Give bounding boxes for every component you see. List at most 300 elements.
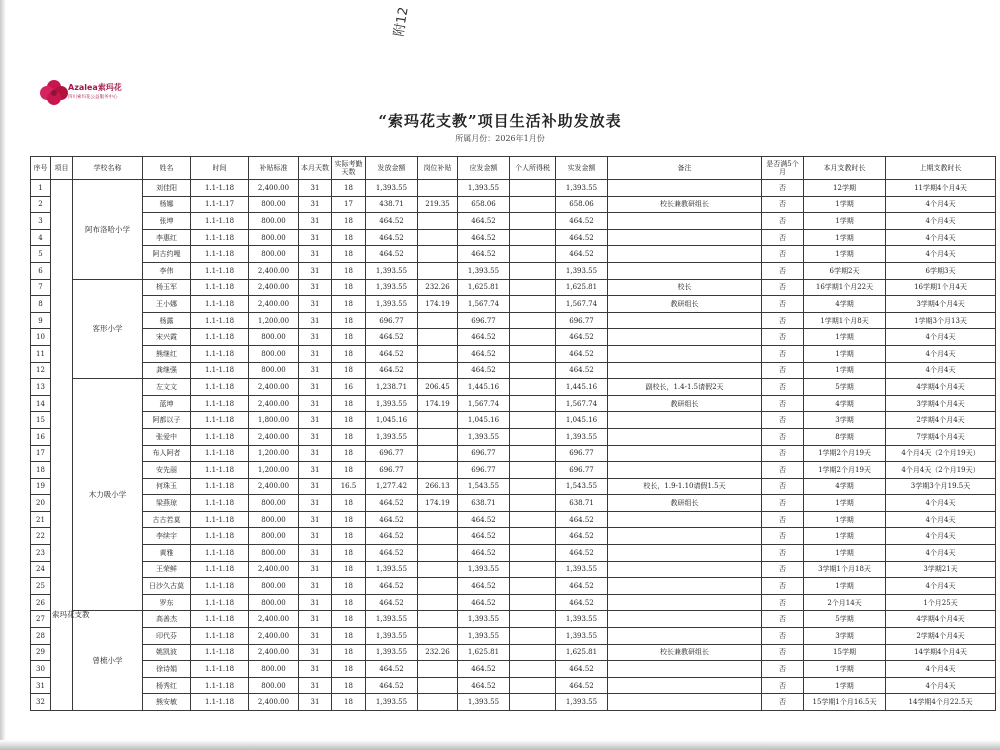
table-row	[31, 329, 996, 346]
standard-cell: 800.00	[249, 661, 299, 678]
five-month-cell: 否	[762, 428, 804, 445]
date-cell: 1.1-1.18	[191, 628, 249, 645]
five-month-cell: 否	[762, 661, 804, 678]
this-term-cell: 4学期	[804, 478, 886, 495]
actual-days-cell: 18	[332, 229, 366, 246]
amount-cell: 1,393.55	[366, 428, 418, 445]
header-cell: 发放金额	[366, 157, 418, 180]
date-cell: 1.1-1.18	[191, 462, 249, 479]
five-month-cell: 否	[762, 677, 804, 694]
row-number-cell: 13	[31, 379, 51, 396]
standard-cell: 800.00	[249, 594, 299, 611]
last-term-cell: 4学期4个月4天	[886, 611, 996, 628]
actual-days-cell: 18	[332, 362, 366, 379]
five-month-cell: 否	[762, 329, 804, 346]
month-days-cell: 31	[299, 677, 332, 694]
school-cell: 阿布洛哈小学	[73, 180, 143, 280]
post-subsidy-cell: 232.26	[418, 279, 458, 296]
this-term-cell: 8学期	[804, 428, 886, 445]
five-month-cell: 否	[762, 462, 804, 479]
row-number-cell: 29	[31, 644, 51, 661]
remark-cell	[608, 677, 762, 694]
month-days-cell: 31	[299, 213, 332, 230]
standard-cell: 800.00	[249, 511, 299, 528]
five-month-cell: 否	[762, 279, 804, 296]
paid-amount-cell: 696.77	[556, 445, 608, 462]
month-days-cell: 31	[299, 262, 332, 279]
date-cell: 1.1-1.18	[191, 611, 249, 628]
remark-cell	[608, 511, 762, 528]
actual-days-cell: 18	[332, 611, 366, 628]
subsidy-table	[30, 156, 996, 711]
name-cell: 王小娜	[143, 296, 191, 313]
last-term-cell: 4个月4天	[886, 196, 996, 213]
post-subsidy-cell	[418, 229, 458, 246]
row-number-cell: 20	[31, 495, 51, 512]
tax-cell	[510, 246, 556, 263]
actual-days-cell: 16	[332, 379, 366, 396]
tax-cell	[510, 528, 556, 545]
due-amount-cell: 1,625.81	[458, 279, 510, 296]
month-days-cell: 31	[299, 329, 332, 346]
remark-cell	[608, 661, 762, 678]
actual-days-cell: 18	[332, 462, 366, 479]
actual-days-cell: 18	[332, 445, 366, 462]
month-days-cell: 31	[299, 561, 332, 578]
month-days-cell: 31	[299, 180, 332, 197]
header-cell: 是否满5个月	[762, 157, 804, 180]
due-amount-cell: 1,625.81	[458, 644, 510, 661]
last-term-cell: 14学期4个月4天	[886, 644, 996, 661]
header-cell: 学校名称	[73, 157, 143, 180]
tax-cell	[510, 611, 556, 628]
this-term-cell: 1学期	[804, 578, 886, 595]
post-subsidy-cell	[418, 262, 458, 279]
tax-cell	[510, 462, 556, 479]
five-month-cell: 否	[762, 445, 804, 462]
actual-days-cell: 18	[332, 628, 366, 645]
due-amount-cell: 1,567.74	[458, 296, 510, 313]
due-amount-cell: 1,393.55	[458, 694, 510, 711]
name-cell: 张坤	[143, 213, 191, 230]
row-number-cell: 10	[31, 329, 51, 346]
month-days-cell: 31	[299, 379, 332, 396]
remark-cell: 教研组长	[608, 495, 762, 512]
row-number-cell: 15	[31, 412, 51, 429]
due-amount-cell: 658.06	[458, 196, 510, 213]
row-number-cell: 28	[31, 628, 51, 645]
date-cell: 1.1-1.18	[191, 379, 249, 396]
tax-cell	[510, 213, 556, 230]
remark-cell	[608, 213, 762, 230]
remark-cell: 校长，1.9-1.10请假1.5天	[608, 478, 762, 495]
date-cell: 1.1-1.18	[191, 213, 249, 230]
tax-cell	[510, 279, 556, 296]
amount-cell: 464.52	[366, 213, 418, 230]
this-term-cell: 1学期	[804, 545, 886, 562]
tax-cell	[510, 694, 556, 711]
this-term-cell: 1学期	[804, 345, 886, 362]
five-month-cell: 否	[762, 495, 804, 512]
row-number-cell: 23	[31, 545, 51, 562]
last-term-cell: 7学期4个月4天	[886, 428, 996, 445]
date-cell: 1.1-1.18	[191, 677, 249, 694]
paid-amount-cell: 1,045.16	[556, 412, 608, 429]
amount-cell: 464.52	[366, 677, 418, 694]
last-term-cell: 4个月4天	[886, 545, 996, 562]
month-days-cell: 31	[299, 362, 332, 379]
post-subsidy-cell	[418, 611, 458, 628]
five-month-cell: 否	[762, 528, 804, 545]
tax-cell	[510, 478, 556, 495]
five-month-cell: 否	[762, 628, 804, 645]
due-amount-cell: 1,393.55	[458, 180, 510, 197]
date-cell: 1.1-1.18	[191, 694, 249, 711]
five-month-cell: 否	[762, 213, 804, 230]
amount-cell: 464.52	[366, 578, 418, 595]
due-amount-cell: 464.52	[458, 578, 510, 595]
remark-cell	[608, 628, 762, 645]
amount-cell: 464.52	[366, 594, 418, 611]
month-days-cell: 31	[299, 395, 332, 412]
organization-logo	[40, 78, 122, 112]
this-term-cell: 3学期	[804, 628, 886, 645]
month-days-cell: 31	[299, 578, 332, 595]
date-cell: 1.1-1.18	[191, 246, 249, 263]
post-subsidy-cell: 206.45	[418, 379, 458, 396]
table-row	[31, 578, 996, 595]
month-days-cell: 31	[299, 196, 332, 213]
this-term-cell: 1学期	[804, 661, 886, 678]
name-cell: 宋兴霞	[143, 329, 191, 346]
month-days-cell: 31	[299, 611, 332, 628]
five-month-cell: 否	[762, 594, 804, 611]
remark-cell	[608, 561, 762, 578]
date-cell: 1.1-1.18	[191, 578, 249, 595]
date-cell: 1.1-1.18	[191, 279, 249, 296]
due-amount-cell: 1,393.55	[458, 628, 510, 645]
due-amount-cell: 1,445.16	[458, 379, 510, 396]
due-amount-cell: 464.52	[458, 229, 510, 246]
standard-cell: 800.00	[249, 345, 299, 362]
remark-cell	[608, 262, 762, 279]
name-cell: 安先丽	[143, 462, 191, 479]
last-term-cell: 1个月25天	[886, 594, 996, 611]
name-cell: 张爱中	[143, 428, 191, 445]
table-row	[31, 478, 996, 495]
last-term-cell: 16学期1个月4天	[886, 279, 996, 296]
month-days-cell: 31	[299, 445, 332, 462]
standard-cell: 2,400.00	[249, 379, 299, 396]
post-subsidy-cell	[418, 412, 458, 429]
header-cell: 应发金额	[458, 157, 510, 180]
amount-cell: 696.77	[366, 462, 418, 479]
month-days-cell: 31	[299, 545, 332, 562]
tax-cell	[510, 578, 556, 595]
row-number-cell: 12	[31, 362, 51, 379]
last-term-cell: 4个月4天	[886, 246, 996, 263]
this-term-cell: 5学期	[804, 611, 886, 628]
paid-amount-cell: 658.06	[556, 196, 608, 213]
post-subsidy-cell	[418, 246, 458, 263]
amount-cell: 1,393.55	[366, 628, 418, 645]
name-cell: 杨露	[143, 312, 191, 329]
last-term-cell: 4个月4天	[886, 229, 996, 246]
five-month-cell: 否	[762, 478, 804, 495]
project-cell: 索玛花支教	[51, 180, 73, 711]
tax-cell	[510, 296, 556, 313]
actual-days-cell: 18	[332, 677, 366, 694]
paid-amount-cell: 1,445.16	[556, 379, 608, 396]
last-term-cell: 14学期4个月22.5天	[886, 694, 996, 711]
remark-cell	[608, 428, 762, 445]
standard-cell: 2,400.00	[249, 395, 299, 412]
date-cell: 1.1-1.18	[191, 180, 249, 197]
date-cell: 1.1-1.18	[191, 329, 249, 346]
tax-cell	[510, 312, 556, 329]
amount-cell: 464.52	[366, 362, 418, 379]
date-cell: 1.1-1.18	[191, 312, 249, 329]
this-term-cell: 3学期1个月18天	[804, 561, 886, 578]
actual-days-cell: 18	[332, 561, 366, 578]
paid-amount-cell: 464.52	[556, 246, 608, 263]
standard-cell: 800.00	[249, 362, 299, 379]
last-term-cell: 4个月4天	[886, 528, 996, 545]
date-cell: 1.1-1.18	[191, 362, 249, 379]
standard-cell: 800.00	[249, 213, 299, 230]
paid-amount-cell: 1,625.81	[556, 644, 608, 661]
remark-cell	[608, 611, 762, 628]
date-cell: 1.1-1.18	[191, 661, 249, 678]
last-term-cell: 3学期4个月4天	[886, 296, 996, 313]
standard-cell: 2,400.00	[249, 180, 299, 197]
five-month-cell: 否	[762, 644, 804, 661]
due-amount-cell: 638.71	[458, 495, 510, 512]
due-amount-cell: 464.52	[458, 213, 510, 230]
row-number-cell: 11	[31, 345, 51, 362]
this-term-cell: 2个月14天	[804, 594, 886, 611]
paid-amount-cell: 464.52	[556, 329, 608, 346]
name-cell: 熊安敏	[143, 694, 191, 711]
paid-amount-cell: 696.77	[556, 312, 608, 329]
tax-cell	[510, 644, 556, 661]
row-number-cell: 14	[31, 395, 51, 412]
standard-cell: 1,200.00	[249, 462, 299, 479]
name-cell: 日沙久古莫	[143, 578, 191, 595]
tax-cell	[510, 329, 556, 346]
paid-amount-cell: 1,393.55	[556, 694, 608, 711]
post-subsidy-cell	[418, 561, 458, 578]
month-days-cell: 31	[299, 345, 332, 362]
last-term-cell: 2学期4个月4天	[886, 628, 996, 645]
table-row	[31, 296, 996, 313]
amount-cell: 1,393.55	[366, 180, 418, 197]
paid-amount-cell: 1,393.55	[556, 428, 608, 445]
due-amount-cell: 1,393.55	[458, 561, 510, 578]
name-cell: 左文文	[143, 379, 191, 396]
this-term-cell: 1学期1个月8天	[804, 312, 886, 329]
table-row	[31, 395, 996, 412]
school-cell: 曾梳小学	[73, 611, 143, 711]
last-term-cell: 1学期3个月13天	[886, 312, 996, 329]
tax-cell	[510, 395, 556, 412]
row-number-cell: 4	[31, 229, 51, 246]
amount-cell: 464.52	[366, 495, 418, 512]
due-amount-cell: 696.77	[458, 462, 510, 479]
five-month-cell: 否	[762, 196, 804, 213]
standard-cell: 1,800.00	[249, 412, 299, 429]
last-term-cell: 4个月4天	[886, 362, 996, 379]
amount-cell: 696.77	[366, 312, 418, 329]
this-term-cell: 6学期2天	[804, 262, 886, 279]
actual-days-cell: 18	[332, 395, 366, 412]
actual-days-cell: 18	[332, 262, 366, 279]
header-cell: 姓名	[143, 157, 191, 180]
remark-cell	[608, 229, 762, 246]
standard-cell: 2,400.00	[249, 428, 299, 445]
month-days-cell: 31	[299, 229, 332, 246]
remark-cell	[608, 246, 762, 263]
date-cell: 1.1-1.18	[191, 561, 249, 578]
header-cell: 补贴标准	[249, 157, 299, 180]
month-days-cell: 31	[299, 428, 332, 445]
month-days-cell: 31	[299, 412, 332, 429]
post-subsidy-cell: 174.19	[418, 495, 458, 512]
five-month-cell: 否	[762, 611, 804, 628]
amount-cell: 1,393.55	[366, 561, 418, 578]
paid-amount-cell: 1,393.55	[556, 628, 608, 645]
standard-cell: 2,400.00	[249, 644, 299, 661]
standard-cell: 2,400.00	[249, 296, 299, 313]
remark-cell	[608, 180, 762, 197]
due-amount-cell: 1,393.55	[458, 428, 510, 445]
table-row	[31, 628, 996, 645]
header-cell: 序号	[31, 157, 51, 180]
name-cell: 李续宇	[143, 528, 191, 545]
actual-days-cell: 18	[332, 279, 366, 296]
tax-cell	[510, 362, 556, 379]
due-amount-cell: 464.52	[458, 329, 510, 346]
date-cell: 1.1-1.18	[191, 445, 249, 462]
date-cell: 1.1-1.18	[191, 644, 249, 661]
tax-cell	[510, 661, 556, 678]
name-cell: 阿都以子	[143, 412, 191, 429]
last-term-cell: 3学期3个月19.5天	[886, 478, 996, 495]
due-amount-cell: 696.77	[458, 312, 510, 329]
name-cell: 李伟	[143, 262, 191, 279]
five-month-cell: 否	[762, 312, 804, 329]
due-amount-cell: 464.52	[458, 528, 510, 545]
remark-cell	[608, 312, 762, 329]
this-term-cell: 16学期1个月22天	[804, 279, 886, 296]
five-month-cell: 否	[762, 362, 804, 379]
row-number-cell: 5	[31, 246, 51, 263]
amount-cell: 1,393.55	[366, 296, 418, 313]
table-row	[31, 677, 996, 694]
actual-days-cell: 18	[332, 694, 366, 711]
post-subsidy-cell	[418, 345, 458, 362]
tax-cell	[510, 262, 556, 279]
standard-cell: 2,400.00	[249, 628, 299, 645]
last-term-cell: 4个月4天	[886, 677, 996, 694]
month-days-cell: 31	[299, 694, 332, 711]
remark-cell: 校长	[608, 279, 762, 296]
row-number-cell: 24	[31, 561, 51, 578]
name-cell: 古古若莫	[143, 511, 191, 528]
row-number-cell: 2	[31, 196, 51, 213]
last-term-cell: 3学期21天	[886, 561, 996, 578]
post-subsidy-cell	[418, 428, 458, 445]
actual-days-cell: 18	[332, 213, 366, 230]
due-amount-cell: 464.52	[458, 594, 510, 611]
row-number-cell: 16	[31, 428, 51, 445]
last-term-cell: 4个月4天	[886, 213, 996, 230]
due-amount-cell: 1,393.55	[458, 611, 510, 628]
table-row	[31, 279, 996, 296]
post-subsidy-cell	[418, 180, 458, 197]
remark-cell	[608, 462, 762, 479]
five-month-cell: 否	[762, 345, 804, 362]
row-number-cell: 30	[31, 661, 51, 678]
row-number-cell: 17	[31, 445, 51, 462]
post-subsidy-cell	[418, 312, 458, 329]
date-cell: 1.1-1.18	[191, 545, 249, 562]
this-term-cell: 1学期	[804, 196, 886, 213]
tax-cell	[510, 445, 556, 462]
due-amount-cell: 464.52	[458, 246, 510, 263]
table-row	[31, 428, 996, 445]
due-amount-cell: 464.52	[458, 511, 510, 528]
tax-cell	[510, 345, 556, 362]
post-subsidy-cell	[418, 329, 458, 346]
last-term-cell: 11学期4个月4天	[886, 180, 996, 197]
date-cell: 1.1-1.18	[191, 528, 249, 545]
due-amount-cell: 464.52	[458, 545, 510, 562]
standard-cell: 800.00	[249, 329, 299, 346]
actual-days-cell: 18	[332, 329, 366, 346]
five-month-cell: 否	[762, 379, 804, 396]
amount-cell: 1,393.55	[366, 694, 418, 711]
standard-cell: 2,400.00	[249, 694, 299, 711]
due-amount-cell: 464.52	[458, 345, 510, 362]
table-row	[31, 594, 996, 611]
name-cell: 王荣鲜	[143, 561, 191, 578]
amount-cell: 464.52	[366, 246, 418, 263]
tax-cell	[510, 229, 556, 246]
amount-cell: 1,393.55	[366, 644, 418, 661]
tax-cell	[510, 561, 556, 578]
date-cell: 1.1-1.18	[191, 262, 249, 279]
table-row	[31, 213, 996, 230]
paid-amount-cell: 638.71	[556, 495, 608, 512]
amount-cell: 1,393.55	[366, 611, 418, 628]
post-subsidy-cell	[418, 628, 458, 645]
due-amount-cell: 1,393.55	[458, 262, 510, 279]
period-label: 所属月份：2026年1月份	[455, 134, 545, 143]
date-cell: 1.1-1.17	[191, 196, 249, 213]
tax-cell	[510, 180, 556, 197]
name-cell: 姚凯波	[143, 644, 191, 661]
name-cell: 杨秀红	[143, 677, 191, 694]
last-term-cell: 4个月4天	[886, 578, 996, 595]
post-subsidy-cell: 174.19	[418, 296, 458, 313]
tax-cell	[510, 412, 556, 429]
name-cell: 杨玉军	[143, 279, 191, 296]
post-subsidy-cell: 174.19	[418, 395, 458, 412]
paid-amount-cell: 1,393.55	[556, 262, 608, 279]
table-row	[31, 462, 996, 479]
name-cell: 李惠红	[143, 229, 191, 246]
